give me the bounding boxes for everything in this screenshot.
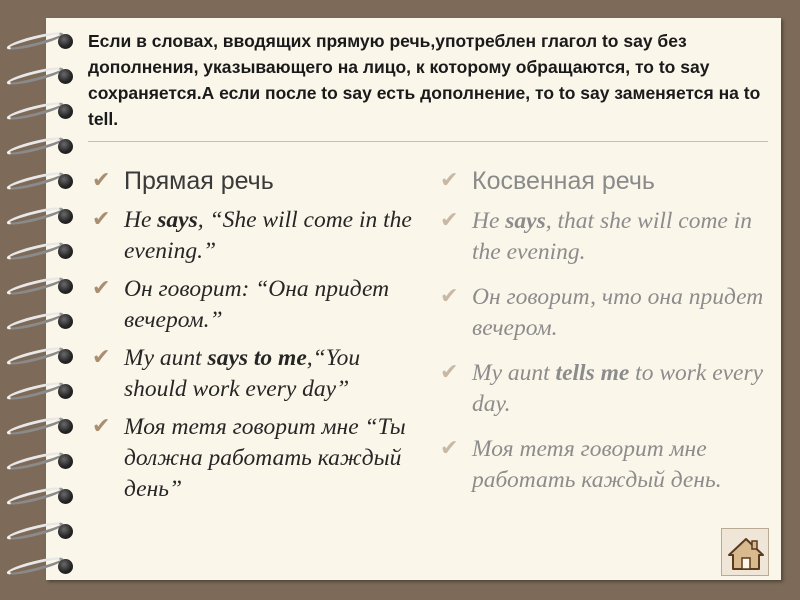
indirect-speech-item-text xyxy=(472,358,770,420)
ring-wire xyxy=(6,484,65,508)
check-mark-icon: ✔ xyxy=(92,168,111,193)
check-mark-icon: ✔ xyxy=(440,436,459,461)
text-segment: Он говорит: “Она придет вечером.” xyxy=(124,276,390,333)
spiral-ring xyxy=(6,30,78,52)
punch-hole xyxy=(58,104,73,119)
indirect-speech-item-text xyxy=(472,282,770,344)
ring-wire xyxy=(6,379,65,403)
text-segment: My aunt xyxy=(124,345,208,371)
check-mark-icon: ✔ xyxy=(440,168,459,193)
ring-wire xyxy=(6,134,65,158)
spiral-ring xyxy=(6,380,78,402)
spiral-ring xyxy=(6,450,78,472)
text-segment: He xyxy=(124,207,158,233)
indirect-speech-item xyxy=(440,358,770,420)
punch-hole xyxy=(58,139,73,154)
direct-speech-list xyxy=(92,205,412,505)
ring-wire xyxy=(6,309,65,333)
spiral-ring xyxy=(6,555,78,577)
spiral-ring xyxy=(6,485,78,507)
direct-speech-item xyxy=(92,274,412,336)
check-mark-icon: ✔ xyxy=(440,360,459,385)
spiral-ring xyxy=(6,205,78,227)
text-segment: , “She will come in the evening.” xyxy=(124,207,412,264)
text-segment: , that she will come in the evening. xyxy=(472,208,753,265)
punch-hole xyxy=(58,489,73,504)
direct-speech-item-text xyxy=(124,343,412,405)
ring-wire xyxy=(6,274,65,298)
direct-speech-item-text xyxy=(124,274,412,336)
spiral-ring xyxy=(6,240,78,262)
ring-wire xyxy=(6,414,65,438)
ring-wire xyxy=(6,554,65,578)
spiral-ring xyxy=(6,310,78,332)
emphasized-verb: says xyxy=(505,208,546,234)
text-segment: Моя тетя говорит мне “Ты должна работать каждый день” xyxy=(124,414,406,502)
ring-wire xyxy=(6,204,65,228)
direct-speech-heading xyxy=(92,166,412,196)
direct-speech-column xyxy=(92,166,412,512)
punch-hole xyxy=(58,314,73,329)
text-segment: He xyxy=(472,208,506,234)
check-mark-icon: ✔ xyxy=(92,414,111,439)
indirect-speech-item xyxy=(440,206,770,268)
punch-hole xyxy=(58,454,73,469)
indirect-speech-item xyxy=(440,434,770,496)
direct-speech-item xyxy=(92,205,412,267)
punch-hole xyxy=(58,384,73,399)
direct-speech-item-text xyxy=(124,412,412,505)
home-icon xyxy=(726,533,766,573)
punch-hole xyxy=(58,69,73,84)
punch-hole xyxy=(58,209,73,224)
punch-hole xyxy=(58,34,73,49)
punch-hole xyxy=(58,524,73,539)
indirect-speech-heading-label: Косвенная речь xyxy=(472,167,655,195)
indirect-speech-column xyxy=(440,166,770,510)
rule-explanation-text: Если в словах, вводящих прямую речь,употреблен глагол to say без дополнения, указывающего на лицо, к которому обращаются, то to say сохраняется.А если после to say есть дополнение, то to say заменяется на to tell. xyxy=(88,31,761,129)
check-mark-icon: ✔ xyxy=(440,284,459,309)
direct-speech-item xyxy=(92,343,412,405)
text-segment: to work every day. xyxy=(472,360,764,417)
check-mark-icon: ✔ xyxy=(92,276,111,301)
emphasized-verb: tells me xyxy=(555,360,630,386)
indirect-speech-item xyxy=(440,282,770,344)
spiral-ring xyxy=(6,520,78,542)
home-button[interactable] xyxy=(721,528,769,576)
direct-speech-heading-label: Прямая речь xyxy=(124,167,274,195)
header-divider xyxy=(88,141,768,142)
text-segment: My aunt xyxy=(472,360,556,386)
check-mark-icon: ✔ xyxy=(92,207,111,232)
text-segment: ,“You should work every day” xyxy=(124,345,361,402)
spiral-ring xyxy=(6,135,78,157)
emphasized-verb: says to me xyxy=(207,345,307,371)
ring-wire xyxy=(6,64,65,88)
ring-wire xyxy=(6,99,65,123)
spiral-ring xyxy=(6,345,78,367)
ring-wire xyxy=(6,344,65,368)
punch-hole xyxy=(58,244,73,259)
indirect-speech-list xyxy=(440,206,770,496)
punch-hole xyxy=(58,174,73,189)
direct-speech-item xyxy=(92,412,412,505)
ring-wire xyxy=(6,169,65,193)
ring-wire xyxy=(6,239,65,263)
spiral-ring xyxy=(6,275,78,297)
check-mark-icon: ✔ xyxy=(440,208,459,233)
spiral-ring xyxy=(6,170,78,192)
direct-speech-item-text xyxy=(124,205,412,267)
spiral-ring xyxy=(6,65,78,87)
ring-wire xyxy=(6,29,65,53)
text-segment: Он говорит, что она придет вечером. xyxy=(472,284,764,341)
indirect-speech-item-text xyxy=(472,434,770,496)
ring-wire xyxy=(6,519,65,543)
text-segment: Моя тетя говорит мне работать каждый день. xyxy=(472,436,722,493)
ring-wire xyxy=(6,449,65,473)
spiral-ring xyxy=(6,415,78,437)
spiral-ring xyxy=(6,100,78,122)
indirect-speech-item-text xyxy=(472,206,770,268)
indirect-speech-heading xyxy=(440,166,770,196)
spiral-binding xyxy=(0,0,80,600)
check-mark-icon: ✔ xyxy=(92,345,111,370)
punch-hole xyxy=(58,419,73,434)
punch-hole xyxy=(58,349,73,364)
emphasized-verb: says xyxy=(157,207,198,233)
punch-hole xyxy=(58,559,73,574)
punch-hole xyxy=(58,279,73,294)
